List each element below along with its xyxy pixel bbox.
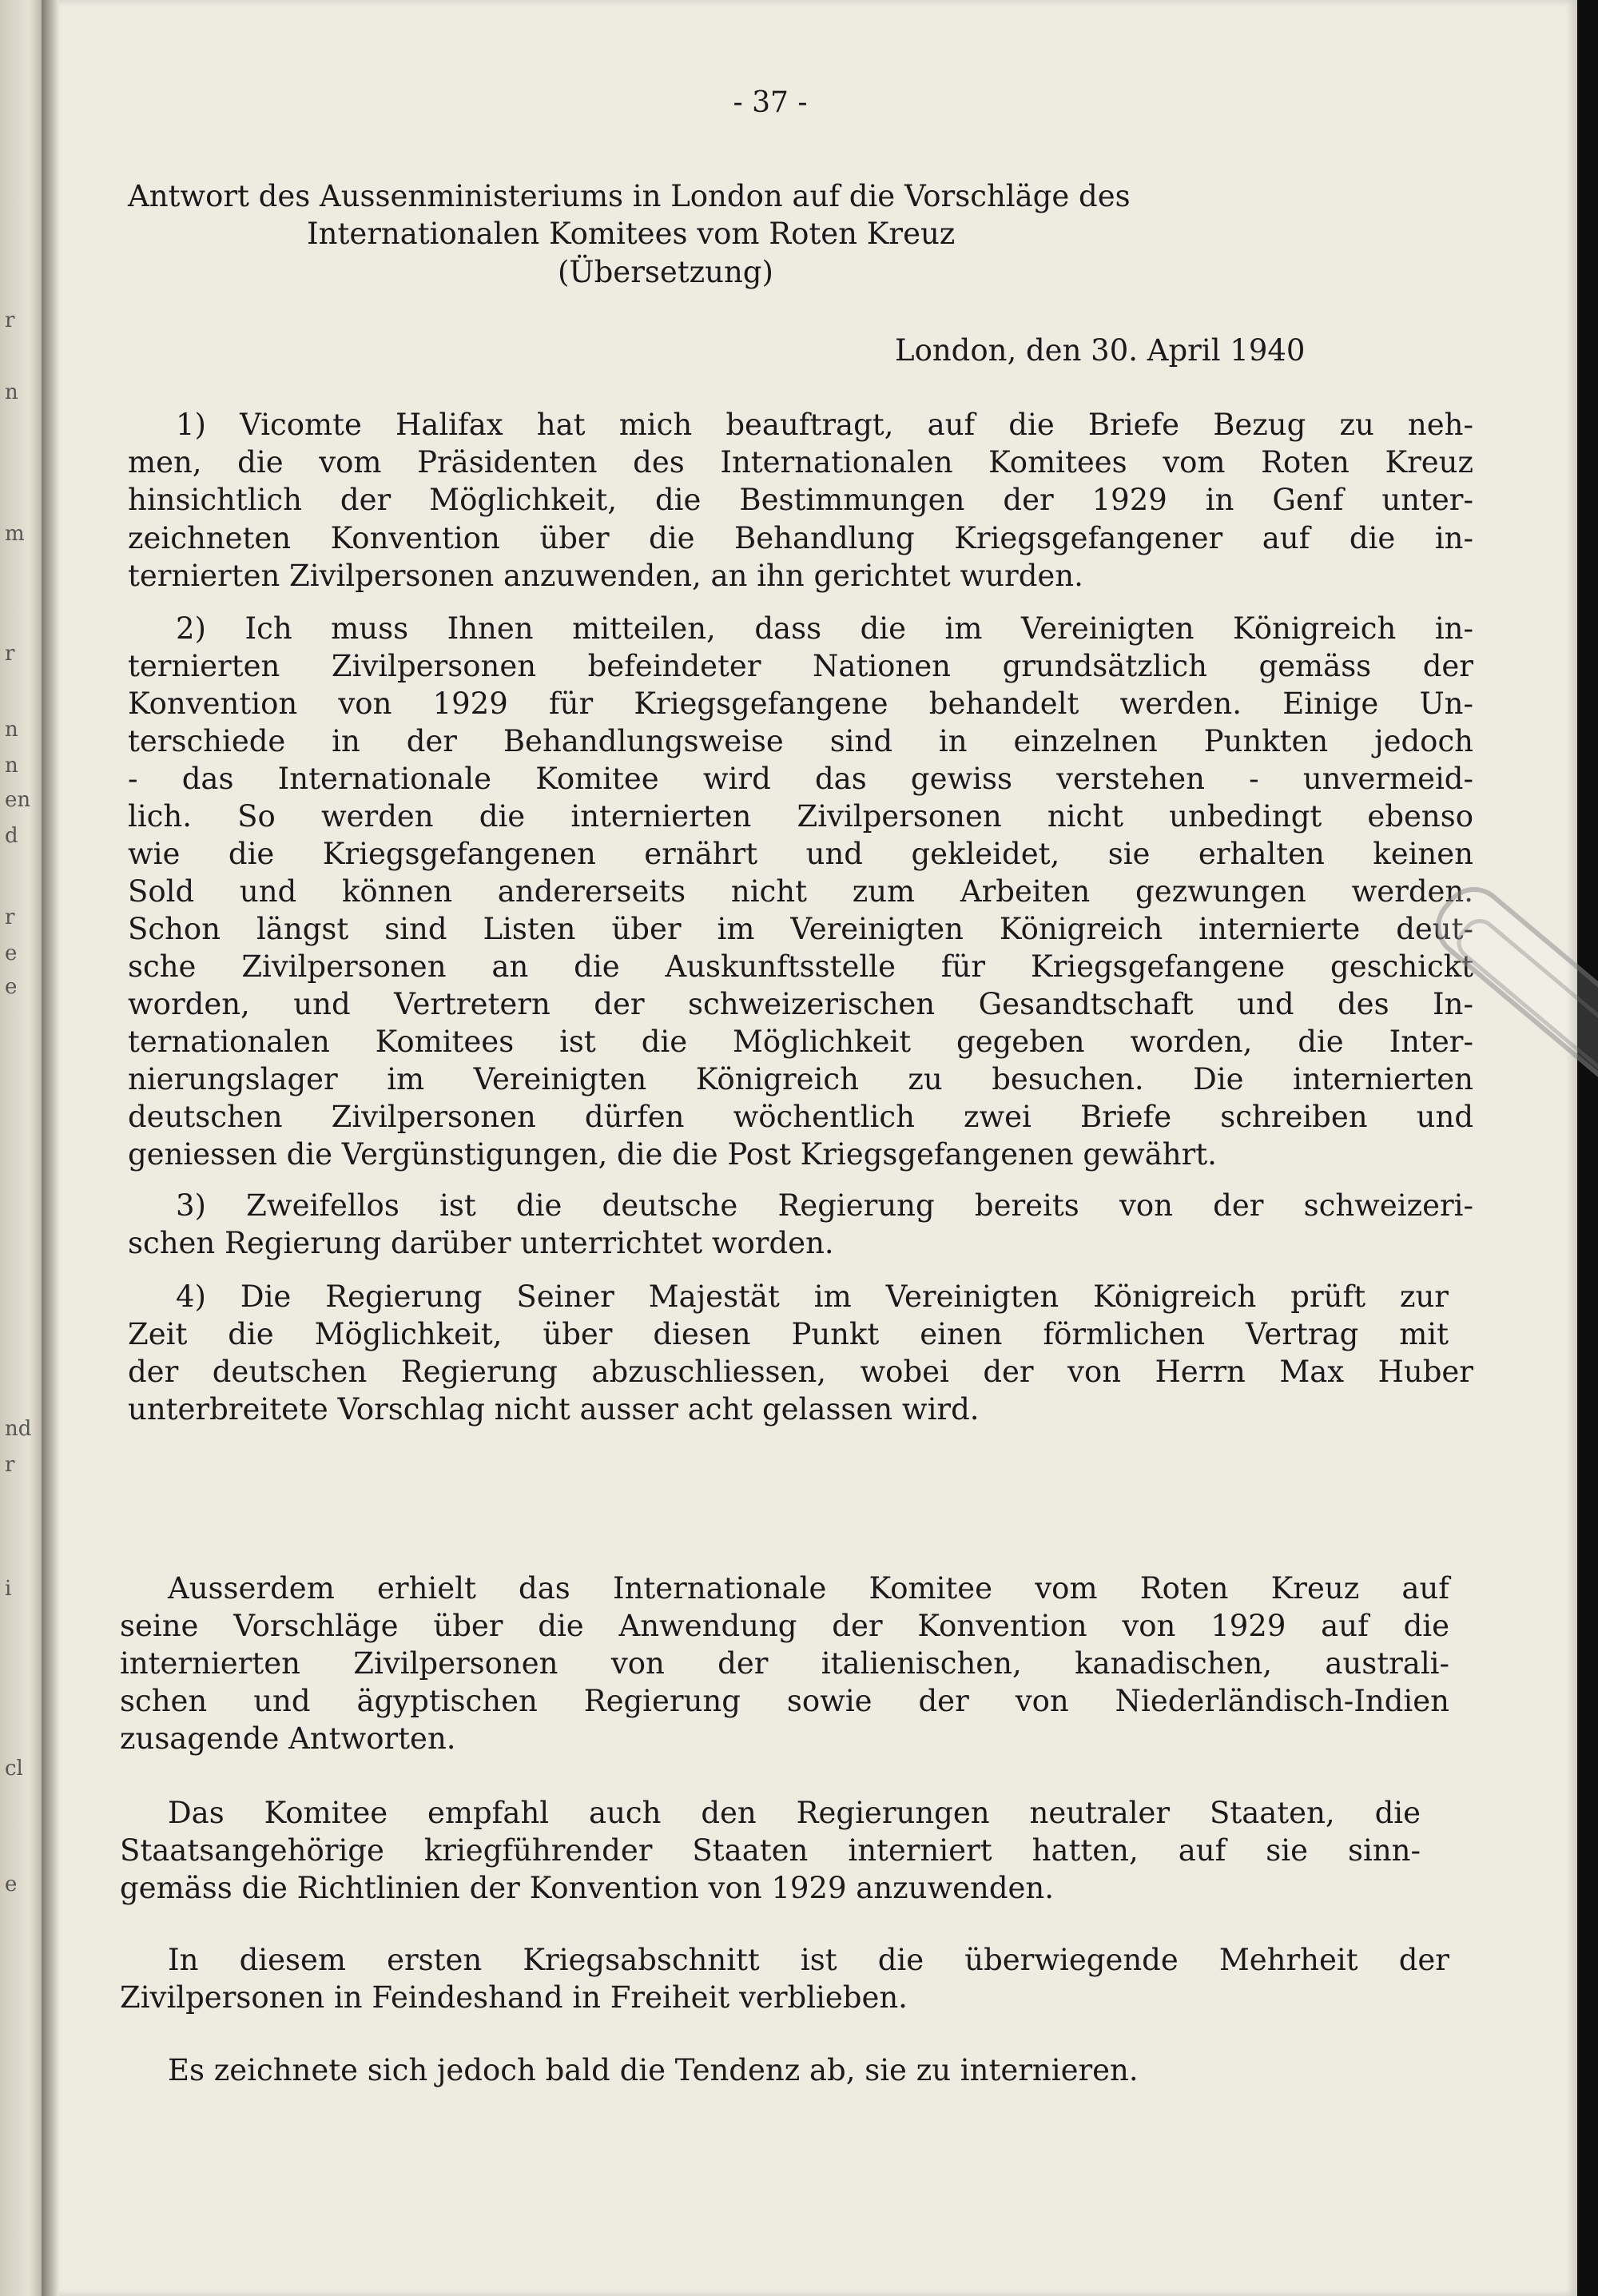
paragraph-line: sche Zivilpersonen an die Auskunftsstelle für Kriegsgefangene geschickt xyxy=(128,949,1473,984)
heading-line-2: Internationalen Komitees vom Roten Kreuz xyxy=(307,217,956,251)
paragraph-line: terschiede in der Behandlungsweise sind in einzelnen Punkten jedoch xyxy=(128,724,1473,758)
facing-page-fragment: cl xyxy=(5,1757,23,1781)
paragraph-line: 1) Vicomte Halifax hat mich beauftragt, auf die Briefe Bezug zu neh- xyxy=(176,408,1473,442)
paragraph-line: geniessen die Vergünstigungen, die die Post Kriegsgefangenen gewährt. xyxy=(128,1137,1217,1172)
facing-page-fragment: en xyxy=(5,788,31,812)
paragraph-line: Sold und können andererseits nicht zum Arbeiten gezwungen werden. xyxy=(128,874,1473,909)
paragraph-line: Zivilpersonen in Feindeshand in Freiheit verblieben. xyxy=(120,1980,908,2015)
facing-page-fragment: e xyxy=(5,941,18,965)
page-right-edge xyxy=(1577,0,1598,2296)
paragraph-line: - das Internationale Komitee wird das gewiss verstehen - unvermeid- xyxy=(128,762,1473,796)
facing-page-fragment: n xyxy=(5,754,18,778)
paragraph-line: wie die Kriegsgefangenen ernährt und gekleidet, sie erhalten keinen xyxy=(128,837,1473,871)
paragraph-line: der deutschen Regierung abzuschliessen, wobei der von Herrn Max Huber xyxy=(128,1355,1473,1389)
paragraph-line: seine Vorschläge über die Anwendung der Konvention von 1929 auf die xyxy=(120,1609,1449,1643)
heading-line-3: (Übersetzung) xyxy=(558,255,773,289)
facing-page-fragment: d xyxy=(5,824,18,848)
paragraph-line: worden, und Vertretern der schweizerischen Gesandtschaft und des In- xyxy=(128,987,1473,1021)
dateline: London, den 30. April 1940 xyxy=(895,333,1306,368)
paragraph-line: Es zeichnete sich jedoch bald die Tendenz ab, sie zu internieren. xyxy=(168,2053,1139,2087)
paragraph-line: hinsichtlich der Möglichkeit, die Bestimmungen der 1929 in Genf unter- xyxy=(128,483,1473,517)
paragraph-line: internierten Zivilpersonen von der italienischen, kanadischen, australi- xyxy=(120,1646,1449,1681)
paragraph-line: 2) Ich muss Ihnen mitteilen, dass die im Vereinigten Königreich in- xyxy=(176,611,1473,646)
paragraph-line: zeichneten Konvention über die Behandlung Kriegsgefangener auf die in- xyxy=(128,521,1473,555)
facing-page-fragment: e xyxy=(5,1872,18,1896)
page-number: - 37 - xyxy=(733,86,808,119)
paragraph-line: ternierten Zivilpersonen befeindeter Nationen grundsätzlich gemäss der xyxy=(128,649,1473,683)
facing-page-fragment: n xyxy=(5,380,18,404)
facing-page-fragment: nd xyxy=(5,1417,32,1441)
paragraph-line: In diesem ersten Kriegsabschnitt ist die überwiegende Mehrheit der xyxy=(168,1943,1449,1977)
paragraph-line: ternierten Zivilpersonen anzuwenden, an ihn gerichtet wurden. xyxy=(128,559,1083,593)
paragraph-line: schen Regierung darüber unterrichtet worden. xyxy=(128,1226,834,1260)
paragraph-line: Schon längst sind Listen über im Vereinigten Königreich internierte deut- xyxy=(128,912,1473,946)
heading-line-1: Antwort des Aussenministeriums in London auf die Vorschläge des xyxy=(128,179,1131,213)
facing-page-fragment: r xyxy=(5,308,15,332)
paragraph-line: zusagende Antworten. xyxy=(120,1721,456,1756)
paragraph-line: deutschen Zivilpersonen dürfen wöchentlich zwei Briefe schreiben und xyxy=(128,1100,1473,1134)
book-gutter xyxy=(42,0,59,2296)
facing-page-fragment: e xyxy=(5,975,18,999)
paragraph-line: Konvention von 1929 für Kriegsgefangene behandelt werden. Einige Un- xyxy=(128,686,1473,721)
paragraph-line: Das Komitee empfahl auch den Regierungen neutraler Staaten, die xyxy=(168,1796,1421,1830)
paragraph-line: lich. So werden die internierten Zivilpersonen nicht unbedingt ebenso xyxy=(128,799,1473,834)
facing-page-fragment: m xyxy=(5,522,25,546)
paragraph-line: Zeit die Möglichkeit, über diesen Punkt einen förmlichen Vertrag mit xyxy=(128,1317,1449,1351)
paragraph-line: unterbreitete Vorschlag nicht ausser acht gelassen wird. xyxy=(128,1392,980,1427)
paragraph-line: 4) Die Regierung Seiner Majestät im Vereinigten Königreich prüft zur xyxy=(176,1279,1449,1314)
paragraph-line: ternationalen Komitees ist die Möglichkeit gegeben worden, die Inter- xyxy=(128,1025,1473,1059)
paragraph-line: schen und ägyptischen Regierung sowie der von Niederländisch-Indien xyxy=(120,1684,1449,1718)
facing-page-edge xyxy=(0,0,42,2296)
facing-page-fragment: n xyxy=(5,718,18,742)
facing-page-fragment: r xyxy=(5,642,15,666)
paragraph-line: nierungslager im Vereinigten Königreich zu besuchen. Die internierten xyxy=(128,1062,1473,1096)
paragraph-line: 3) Zweifellos ist die deutsche Regierung bereits von der schweizeri- xyxy=(176,1188,1473,1223)
facing-page-fragment: r xyxy=(5,905,15,929)
document-page xyxy=(59,0,1577,2296)
paragraph-line: Ausserdem erhielt das Internationale Komitee vom Roten Kreuz auf xyxy=(168,1571,1449,1606)
paragraph-line: gemäss die Richtlinien der Konvention von 1929 anzuwenden. xyxy=(120,1871,1055,1905)
paragraph-line: men, die vom Präsidenten des Internationalen Komitees vom Roten Kreuz xyxy=(128,445,1473,479)
facing-page-fragment: r xyxy=(5,1453,15,1477)
paragraph-line: Staatsangehörige kriegführender Staaten interniert hatten, auf sie sinn- xyxy=(120,1833,1421,1868)
facing-page-fragment: i xyxy=(5,1577,12,1601)
